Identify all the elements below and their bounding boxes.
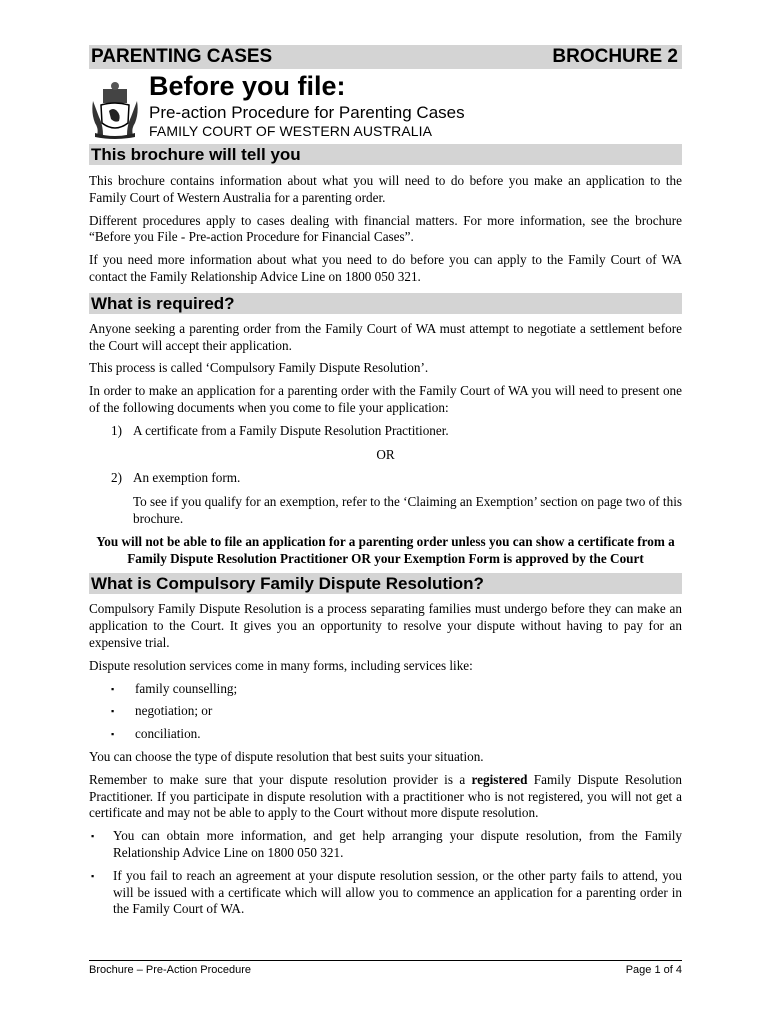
section-heading-fdr: What is Compulsory Family Dispute Resolution? (89, 573, 682, 594)
paragraph: Different procedures apply to cases dealing with financial matters. For more information, see the brochure “Before you File - Pre-action Procedure for Financial Cases”. (89, 212, 682, 245)
list-item (89, 703, 682, 720)
section-heading-required: What is required? (89, 293, 682, 314)
list-item (89, 726, 682, 743)
list-item (89, 868, 682, 918)
text-run: Remember to make sure that your dispute resolution provider is a (89, 771, 472, 787)
bullet-icon: ▪ (91, 870, 95, 881)
list-text: A certificate from a Family Dispute Resolution Practitioner. (133, 422, 449, 438)
warning-text: You will not be able to file an application for a parenting order unless you can show a certificate from a Family Dispute Resolution Practitioner OR your Exemption Form is approved by the Court (96, 533, 675, 566)
emphasis-registered: registered (471, 771, 528, 787)
bullet-icon: ▪ (111, 683, 115, 694)
list-text: negotiation; or (135, 703, 213, 719)
list-item (89, 470, 682, 487)
page-title: Before you file: (149, 71, 346, 101)
paragraph: This process is called ‘Compulsory Family Dispute Resolution’. (89, 360, 429, 376)
text-run: Family Dispute Resolution Practitioner. If you participate in dispute resolution with a practitioner who is not registered, you will not get a certificate and may not be able to apply to the Court without more dispute resolution. (89, 771, 682, 821)
section-heading-intro: This brochure will tell you (89, 144, 682, 165)
title-block (89, 69, 682, 144)
coat-of-arms-icon (89, 81, 141, 139)
bullet-icon: ▪ (91, 831, 95, 842)
list-number: 2) (111, 470, 122, 486)
paragraph (89, 772, 682, 822)
bullet-icon: ▪ (111, 729, 115, 740)
page-subtitle: Pre-action Procedure for Parenting Cases (149, 103, 465, 122)
list-text: An exemption form. (133, 470, 241, 486)
list-item (89, 423, 682, 440)
page-number: Page 1 of 4 (625, 964, 682, 976)
paragraph: This brochure contains information about what you will need to do before you make an application to the Family Court of Western Australia for a parenting order. (89, 173, 682, 205)
header-brochure-number: BROCHURE 2 (552, 46, 678, 67)
footer-title: Brochure – Pre-Action Procedure (89, 964, 252, 976)
header-category: PARENTING CASES (91, 46, 273, 67)
list-text: You can obtain more information, and get help arranging your dispute resolution, from the Family Relationship Advice Line on 1800 050 321. (113, 828, 682, 860)
page-footer (89, 960, 682, 976)
paragraph: Dispute resolution services come in many forms, including services like: (89, 657, 473, 673)
or-separator: OR (376, 446, 395, 462)
list-number: 1) (111, 422, 122, 438)
paragraph: If you need more information about what you need to do before you can apply to the Family Court of WA contact the Family Relationship Advice Line on 1800 050 321. (89, 252, 682, 284)
list-item (89, 828, 682, 862)
document-page (89, 45, 682, 918)
bullet-icon: ▪ (111, 706, 115, 717)
paragraph: In order to make an application for a parenting order with the Family Court of WA you will need to present one of the following documents when you come to file your application: (89, 383, 682, 415)
header-bar (89, 45, 682, 69)
exemption-note: To see if you qualify for an exemption, refer to the ‘Claiming an Exemption’ section on page two of this brochure. (133, 494, 682, 526)
paragraph: Compulsory Family Dispute Resolution is a process separating families must undergo before they can make an application to the Court. It gives you an opportunity to resolve your dispute without having to pay for an expensive trial. (89, 601, 682, 650)
list-text: family counselling; (135, 680, 238, 696)
list-text: If you fail to reach an agreement at your dispute resolution session, or the other party fails to attend, you will be issued with a certificate which will allow you to commence an application for a parenting order in the Family Court of WA. (113, 867, 682, 917)
list-text: conciliation. (135, 726, 201, 742)
court-name: FAMILY COURT OF WESTERN AUSTRALIA (149, 123, 433, 139)
paragraph: Anyone seeking a parenting order from the Family Court of WA must attempt to negotiate a settlement before the Court will accept their application. (89, 320, 682, 353)
list-item (89, 681, 682, 698)
paragraph: You can choose the type of dispute resolution that best suits your situation. (89, 748, 484, 764)
